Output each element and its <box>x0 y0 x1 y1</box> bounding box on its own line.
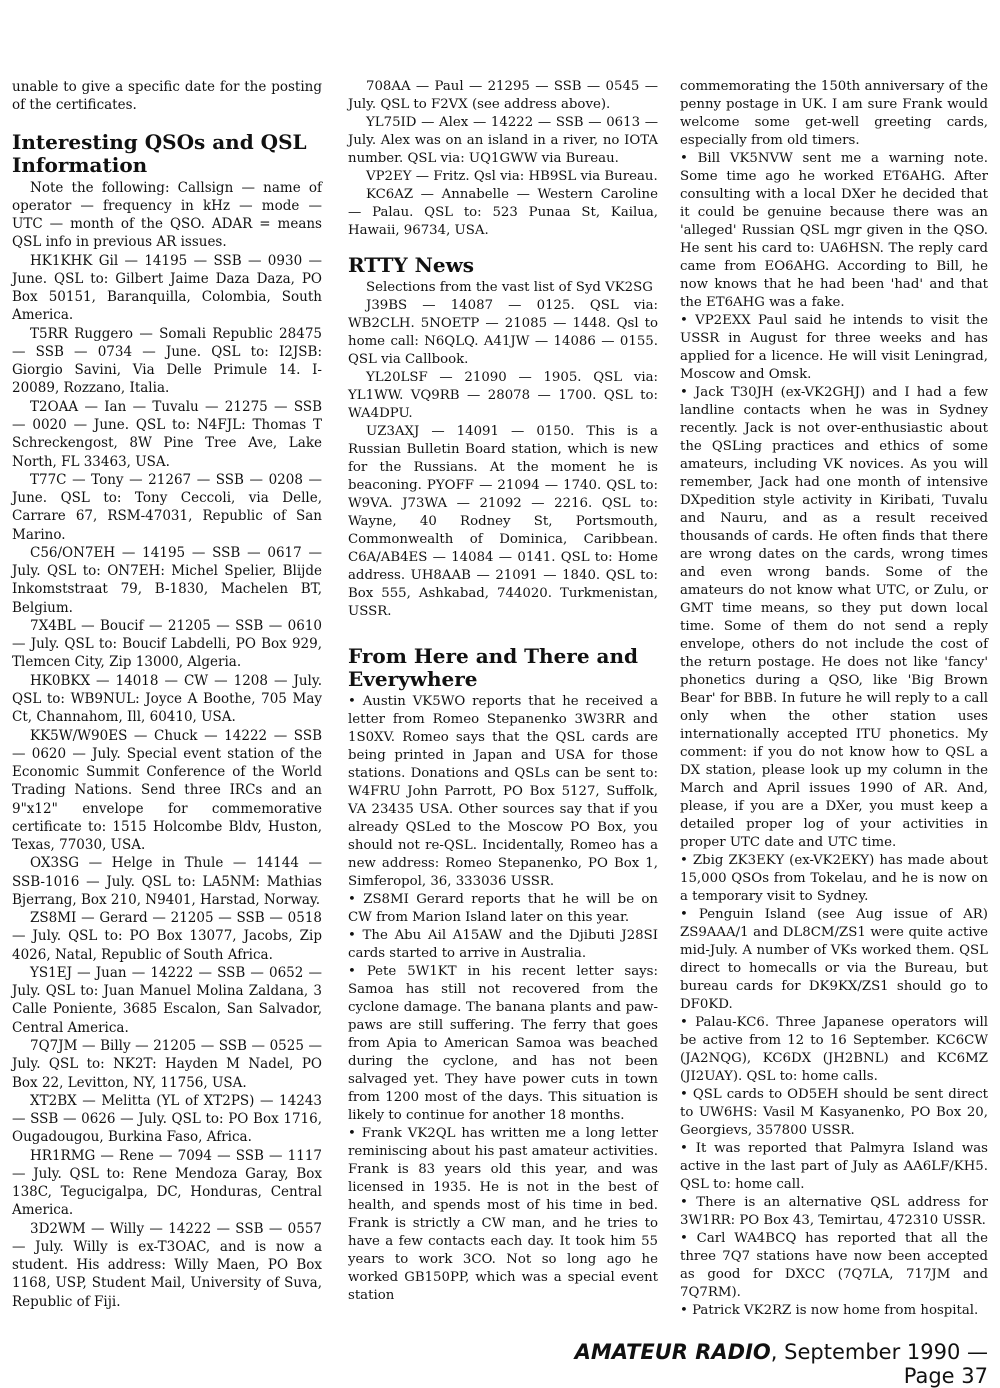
paragraph: KK5W/W90ES — Chuck — 14222 — SSB — 0620 — July. Special event station of the Economic Summit Conference of the World Trading Nations. Send three IRCs and an 9"x12" envelope for commemorative certificate to: 1515 Holcombe Bldv, Huston, Texas, 77030, USA. <box>12 727 322 854</box>
bullet-item: • ZS8MI Gerard reports that he will be on CW from Marion Island later on this year. <box>348 892 658 925</box>
bullet-item: • The Abu Ail A15AW and the Djibuti J28SI cards started to arrive in Australia. <box>348 928 658 961</box>
bullet-item: • Patrick VK2RZ is now home from hospital. <box>680 1303 979 1318</box>
bullet-item: • VP2EXX Paul said he intends to visit the USSR in August for three weeks and has applied for a licence. He will visit Leningrad, Moscow and Omsk. <box>680 313 988 382</box>
paragraph: 7X4BL — Boucif — 21205 — SSB — 0610 — July. QSL to: Boucif Labdelli, PO Box 929, Tlemcen City, Zip 13000, Algeria. <box>12 617 322 671</box>
issue-and-page: , September 1990 — Page 37 <box>770 1340 988 1388</box>
bullet-item: • Frank VK2QL has written me a long letter reminiscing about his past amateur activities. Frank is 83 years old this year, and was licensed in 1935. He is not in the best of health, and spends most of his time in bed. Frank is strictly a CW man, and he tries to have a few contacts each day. It took him 55 years to work 3CO. Not so long ago he worked GB150PP, which was a special event station <box>348 1126 658 1303</box>
paragraph: T5RR Ruggero — Somali Republic 28475 — SSB — 0734 — June. QSL to: I2JSB: Giorgio Savini, Via Delle Primule 14. I-20089, Rozzano, Italia. <box>12 325 322 397</box>
bullet-item: • QSL cards to OD5EH should be sent direct to UW6HS: Vasil M Kasyanenko, PO Box 20, Georgievs, 357800 USSR. <box>680 1087 988 1138</box>
publication-name: AMATEUR RADIO <box>574 1340 771 1364</box>
bullet-item: • There is an alternative QSL address for 3W1RR: PO Box 43, Temirtau, 472310 USSR. <box>680 1195 988 1228</box>
paragraph: T2OAA — Ian — Tuvalu — 21275 — SSB — 0020 — June. QSL to: N4FJL: Thomas T Schreckengost, 8W Pine Tree Ave, Lake North, FL 33463, USA. <box>12 398 322 470</box>
paragraph: OX3SG — Helge in Thule — 14144 — SSB-1016 — July. QSL to: LA5NM: Mathias Bjerrang, Box 210, N9401, Harstad, Norway. <box>12 855 322 908</box>
bullet-item: • Jack T30JH (ex-VK2GHJ) and I had a few landline contacts when he was in Sydney recently. Jack is not over-enthusiastic about the QSLing practices and ethics of some amateurs, including VK novices. As you will remember, Jack had one month of intensive DXpedition style activity in Kiribati, Tuvalu and Nauru, and as a result received thousands of cards. He often finds that there are wrong dates on the cards, wrong times and even wrong bands. Some of the amateurs do not know what UTC, or Zulu, or GMT time means, so they put down local time. Some of them do not send a reply envelope, others do not include the cost of the return postage. He does not like 'fancy' phonetics during a QSO, like 'Big Brown Bear' for BBB. In future he will reply to a call only when the other station uses internationally accepted ITU phonetics. My comment: if you do not know how to QSL a DX station, please look up my column in the March and April issues 1990 of AR. And, please, if you are a DXer, you must keep a detailed proper log of your activities in proper UTC date and UTC time. <box>680 385 988 850</box>
column-1 <box>12 78 322 1311</box>
paragraph: XT2BX — Melitta (YL of XT2PS) — 14243 — SSB — 0626 — July. QSL to: PO Box 1716, Ougadougou, Burkina Faso, Africa. <box>12 1092 322 1146</box>
paragraph: T77C — Tony — 21267 — SSB — 0208 — June. QSL to: Tony Ceccoli, via Delle, Carrare 67, RSM-47031, Republic of San Marino. <box>12 471 322 543</box>
column-2 <box>348 78 658 1305</box>
bullet-item: • Bill VK5NVW sent me a warning note. Some time ago he worked ET6AHG. After consulting with a local DXer he decided that it could be genuine because there was an 'alleged' Russian QSL mgr given in the QSO. He sent his card to: UA6HSN. The reply card came from EO6AHG. According to Bill, he now knows that he had been 'had' and that the ET6AHG was a fake. <box>680 151 988 310</box>
paragraph: UZ3AXJ — 14091 — 0150. This is a Russian Bulletin Board station, which is new for the Russians. At the moment he is beaconing. PYOFF — 21094 — 1740. QSL to: W9VA. J73WA — 21092 — 2216. QSL to: Wayne, 40 Rodney St, Portsmouth, Commonwealth of Dominica, Caribbean. C6A/AB4ES — 14084 — 0141. QSL to: Home address. UH8AAB — 21091 — 1840. QSL to: Box 555, Ashkabad, 744020. Turkmenistan, USSR. <box>348 424 658 619</box>
paragraph: KC6AZ — Annabelle — Western Caroline — Palau. QSL to: 523 Punaa St, Kailua, Hawaii, 96734, USA. <box>348 187 658 238</box>
paragraph: 3D2WM — Willy — 14222 — SSB — 0557 — July. Willy is ex-T3OAC, and is now a student. His address: Willy Maen, PO Box 1168, USP, Student Mail, University of Suva, Republic of Fiji. <box>12 1220 322 1310</box>
paragraph: J39BS — 14087 — 0125. QSL via: WB2CLH. 5NOETP — 21085 — 1448. Qsl to home call: N6QLQ. A41JW — 14086 — 0155. QSL via Callbook. <box>348 298 658 367</box>
paragraph: HK1KHK Gil — 14195 — SSB — 0930 — June. QSL to: Gilbert Jaime Daza Daza, PO Box 50151, Baranquilla, Colombia, South America. <box>12 252 322 324</box>
paragraph: VP2EY — Fritz. Qsl via: HB9SL via Bureau. <box>366 169 658 184</box>
page-footer <box>518 1340 988 1388</box>
paragraph: HR1RMG — Rene — 7094 — SSB — 1117 — July. QSL to: Rene Mendoza Garay, Box 138C, Tegucigalpa, DC, Honduras, Central America. <box>12 1147 322 1219</box>
column-3 <box>680 78 988 1320</box>
paragraph: Selections from the vast list of Syd VK2SG <box>366 280 653 295</box>
bullet-item: • Palau-KC6. Three Japanese operators will be active from 12 to 16 September. KC6CW (JA2NQG), KC6DX (JH2BNL) and KC6MZ (JI2UAY). QSL to: home calls. <box>680 1015 988 1084</box>
paragraph: YL20LSF — 21090 — 1905. QSL via: YL1WW. VQ9RB — 28078 — 1700. QSL to: WA4DPU. <box>348 370 658 421</box>
paragraph: YL75ID — Alex — 14222 — SSB — 0613 — July. Alex was on an island in a river, no IOTA number. QSL via: UQ1GWW via Bureau. <box>348 115 658 166</box>
paragraph: ZS8MI — Gerard — 21205 — SSB — 0518 — July. QSL to: PO Box 13077, Jacobs, Zip 4026, Natal, Republic of South Africa. <box>12 910 322 963</box>
bullet-item: • Austin VK5WO reports that he received a letter from Romeo Stepanenko 3W3RR and 1S0XV. Romeo says that the QSL cards are being printed in Japan and USA for those stations. Donations and QSLs can be sent to: W4FRU John Parrott, PO Box 5127, Suffolk, VA 23435 USA. Other sources say that if you already QSLed to the Moscow PO Box, you should not re-QSL. Incidentally, Romeo has a new address: Romeo Stepanenko, PO Box 1, Simferopol, 36, 333036 USSR. <box>348 694 658 889</box>
paragraph: 7Q7JM — Billy — 21205 — SSB — 0525 — July. QSL to: NK2T: Hayden M Nadel, PO Box 22, Levitton, NY, 11756, USA. <box>12 1038 322 1091</box>
bullet-item: • Zbig ZK3EKY (ex-VK2EKY) has made about 15,000 QSOs from Tokelau, and he is now on a temporary visit to Sydney. <box>680 853 988 904</box>
paragraph: C56/ON7EH — 14195 — SSB — 0617 — July. QSL to: ON7EH: Michel Spelier, Blijde Inkomststraat 79, B-1830, Machelen BT, Belgium. <box>12 544 322 616</box>
intro-paragraph: unable to give a specific date for the posting of the certificates. <box>12 79 322 114</box>
section-heading-rtty: RTTY News <box>348 253 475 277</box>
section-heading-qso: Interesting QSOs and QSL Information <box>12 129 307 177</box>
bullet-item: • Carl WA4BCQ has reported that all the three 7Q7 stations have now been accepted as good for DXCC (7Q7LA, 717JM and 7Q7RM). <box>680 1231 988 1300</box>
bullet-item: • It was reported that Palmyra Island was active in the last part of July as AA6LF/KH5. QSL to: home call. <box>680 1141 988 1192</box>
paragraph: Note the following: Callsign — name of operator — frequency in kHz — mode — UTC — month of the QSO. ADAR = means QSL info in previous AR issues. <box>12 179 322 251</box>
continued-paragraph: commemorating the 150th anniversary of the penny postage in UK. I am sure Frank would welcome some get-well greeting cards, especially from old timers. <box>680 79 988 148</box>
paragraph: YS1EJ — Juan — 14222 — SSB — 0652 — July. QSL to: Juan Manuel Molina Zaldana, 3 Calle Poniente, 3685 Escalon, San Salvador, Central America. <box>12 964 322 1036</box>
bullet-item: • Penguin Island (see Aug issue of AR) ZS9AAA/1 and DL8CM/ZS1 were quite active mid-July. A number of VKs worked them. QSL direct to homecalls or via the Bureau, but bureau cards for DK9KX/ZS1 should go to DF0KD. <box>680 907 988 1012</box>
paragraph: 708AA — Paul — 21295 — SSB — 0545 — July. QSL to F2VX (see address above). <box>348 79 658 112</box>
section-heading-here-there: From Here and There and Everywhere <box>348 644 638 691</box>
paragraph: HK0BKX — 14018 — CW — 1208 — July. QSL to: WB9NUL: Joyce A Boothe, 705 May Ct, Channahom, Ill, 60410, USA. <box>12 672 322 726</box>
bullet-item: • Pete 5W1KT in his recent letter says: Samoa has still not recovered from the cyclone damage. The banana plants and paw-paws are still suffering. The ferry that goes from Apia to American Samoa was beached during the cyclone, and has not been salvaged yet. They have power cuts in town from 1200 most of the days. This situation is likely to continue for another 18 months. <box>348 964 658 1123</box>
